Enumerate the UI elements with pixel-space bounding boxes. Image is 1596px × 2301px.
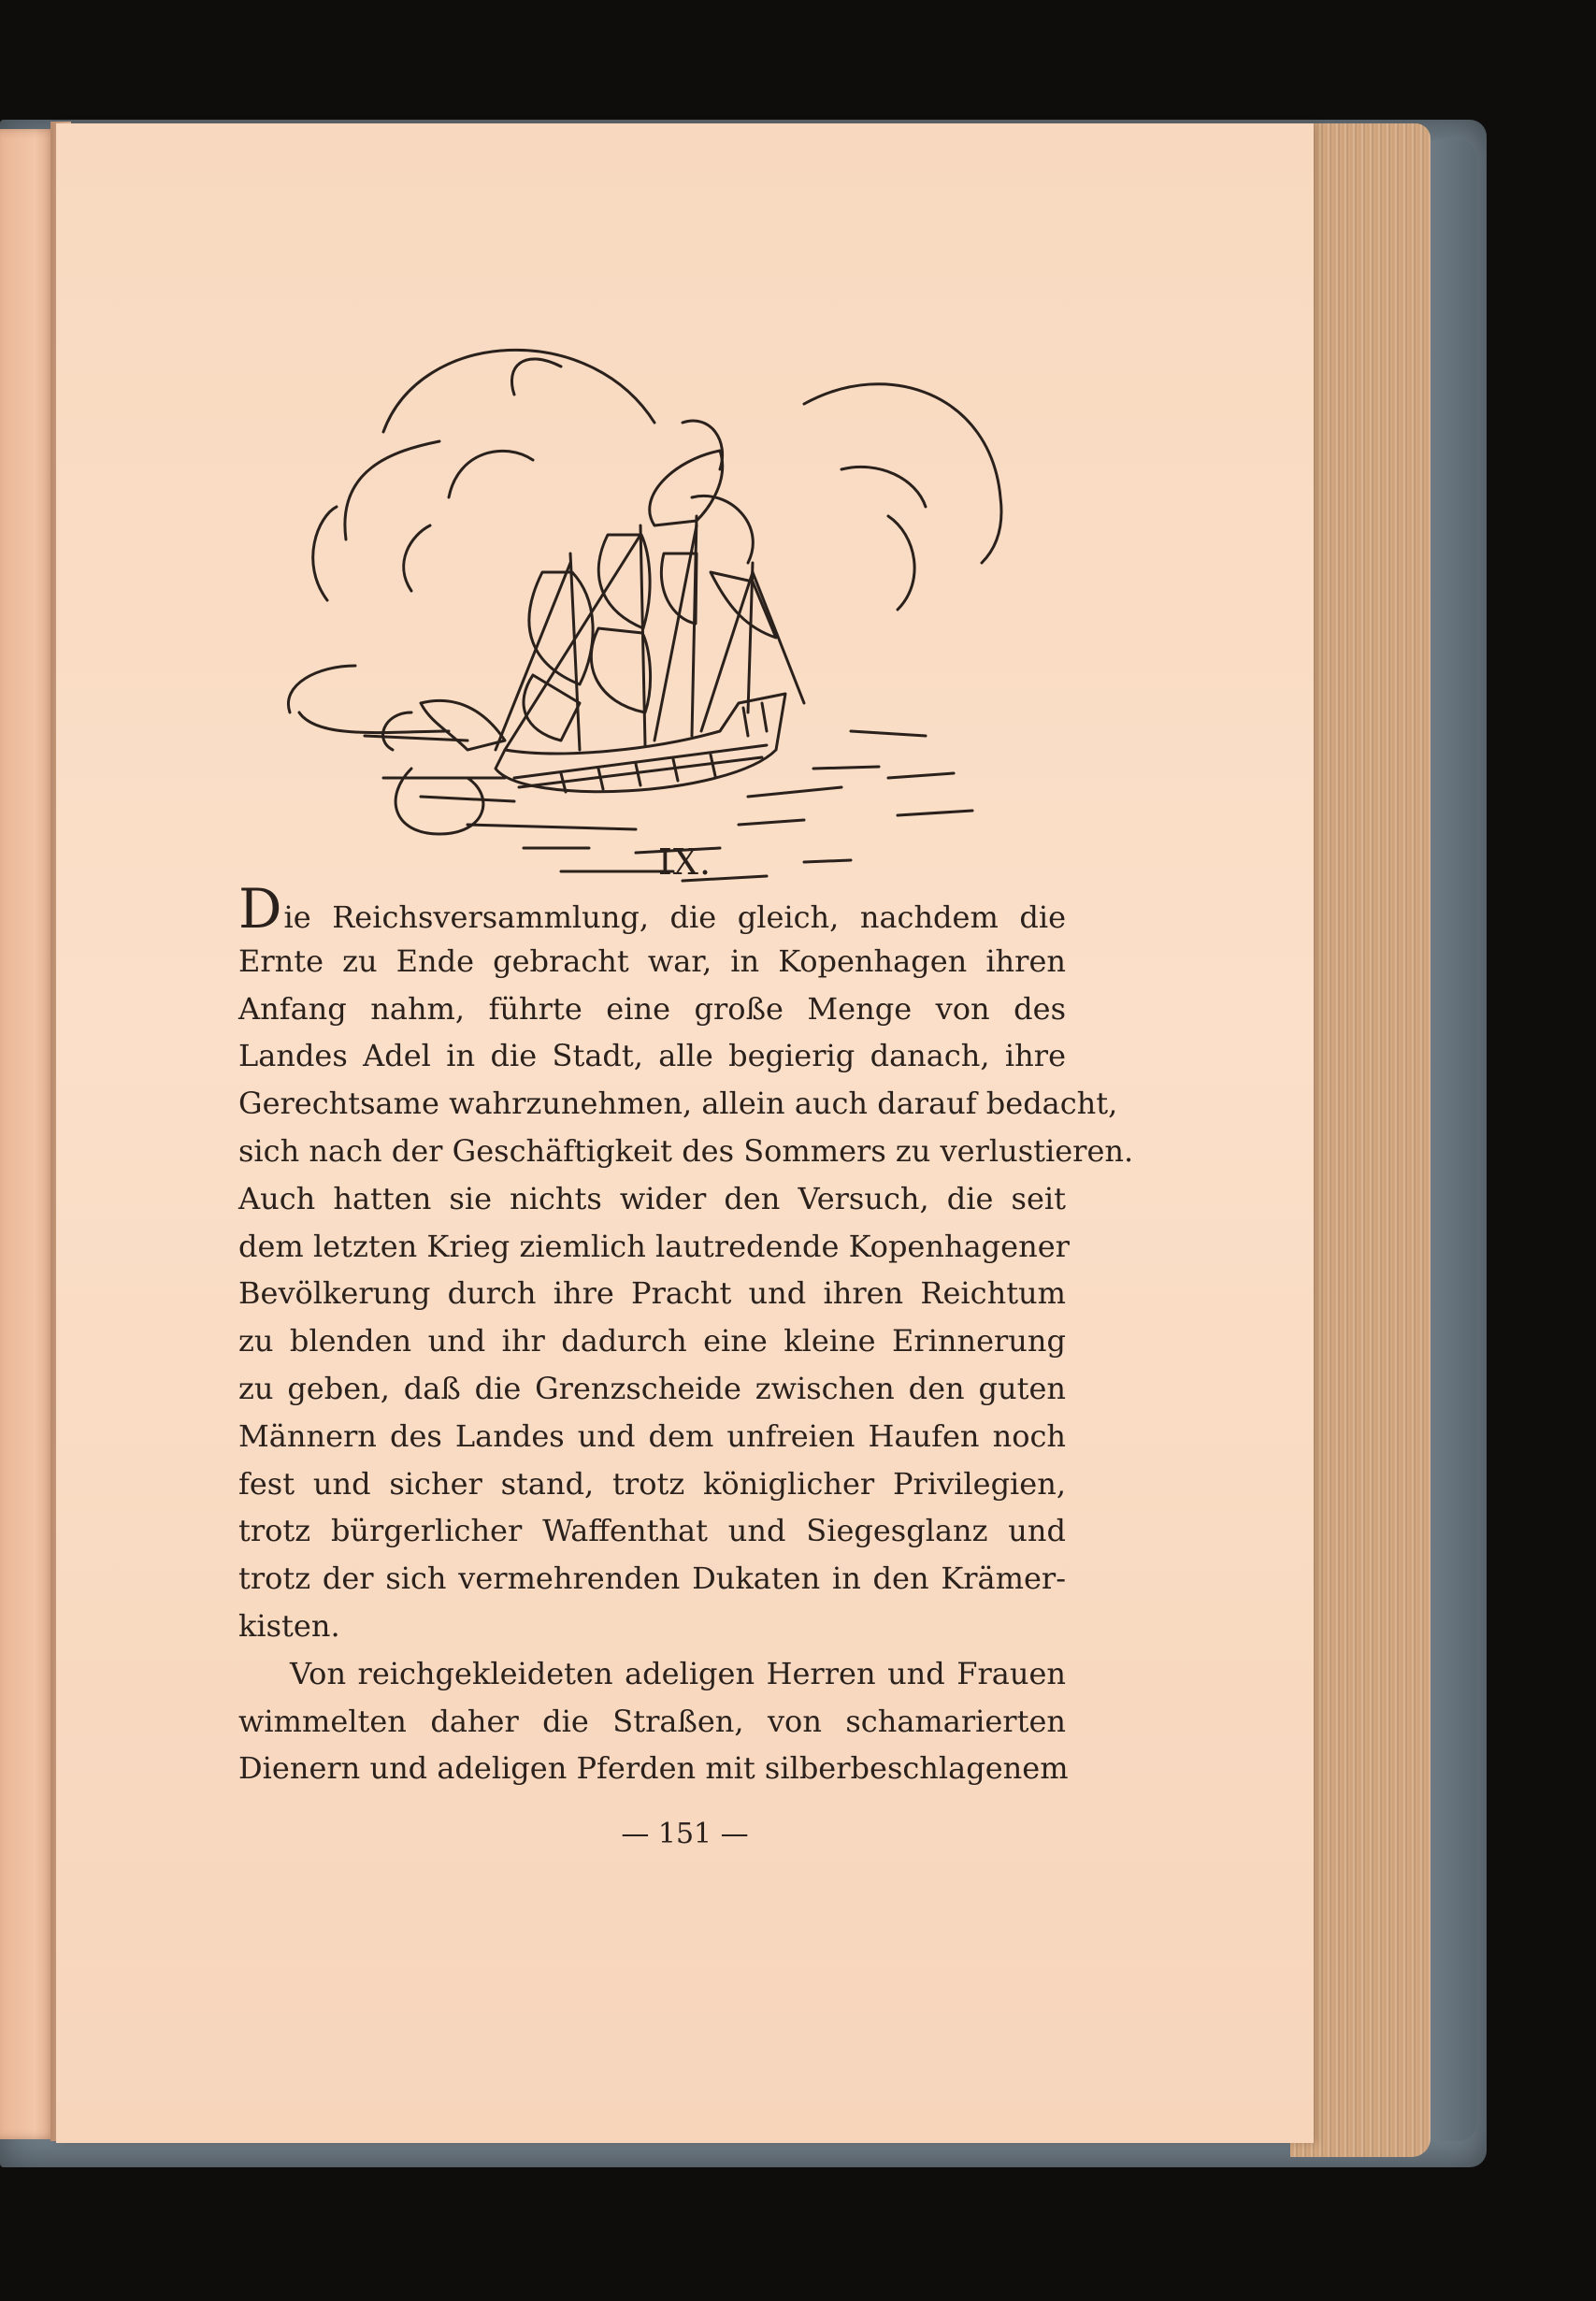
left-page-sliver bbox=[0, 129, 58, 2139]
text-line: trotz der sich vermehrenden Dukaten in den Krämer- bbox=[238, 1560, 1066, 1597]
text-line: kisten. bbox=[238, 1607, 340, 1644]
book-page bbox=[56, 123, 1314, 2143]
chapter-heading: IX. bbox=[657, 841, 712, 883]
text-line: fest und sicher stand, trotz königlicher Privilegien, bbox=[238, 1465, 1066, 1502]
text-line: Männern des Landes und dem unfreien Haufen noch bbox=[238, 1417, 1066, 1454]
body-text bbox=[238, 877, 1134, 1792]
text-line: dem letzten Krieg ziemlich lautredende Kopenhagener bbox=[238, 1228, 1070, 1264]
page-number: — 151 — bbox=[621, 1818, 749, 1850]
text-line: Die Reichsversammlung, die gleich, nachdem die bbox=[238, 877, 1066, 941]
text-line: wimmelten daher die Straßen, von schamarierten bbox=[238, 1703, 1066, 1739]
text-line: Gerechtsame wahrzunehmen, allein auch darauf bedacht, bbox=[238, 1086, 1118, 1122]
text-line: Landes Adel in die Stadt, alle begierig danach, ihre bbox=[238, 1038, 1066, 1074]
text-line: Auch hatten sie nichts wider den Versuch, die seit bbox=[238, 1180, 1066, 1216]
text-line: Bevölkerung durch ihre Pracht und ihren Reichtum bbox=[238, 1275, 1066, 1312]
text-line: Anfang nahm, führte eine große Menge von des bbox=[238, 990, 1066, 1027]
text-line: sich nach der Geschäftigkeit des Sommers zu verlustieren. bbox=[238, 1132, 1134, 1169]
text-line: zu geben, daß die Grenzscheide zwischen den guten bbox=[238, 1370, 1066, 1406]
text-line: Von reichgekleideten adeligen Herren und Frauen bbox=[290, 1655, 1066, 1691]
drop-cap: D bbox=[238, 877, 282, 941]
text-line: trotz bürgerlicher Waffenthat und Siegesglanz und bbox=[238, 1513, 1066, 1549]
text-line: Ernte zu Ende gebracht war, in Kopenhagen ihren bbox=[238, 942, 1066, 979]
text-line: zu blenden und ihr dadurch eine kleine Erinnerung bbox=[238, 1323, 1066, 1359]
text-line: Dienern und adeligen Pferden mit silberbeschlagenem bbox=[238, 1750, 1069, 1787]
